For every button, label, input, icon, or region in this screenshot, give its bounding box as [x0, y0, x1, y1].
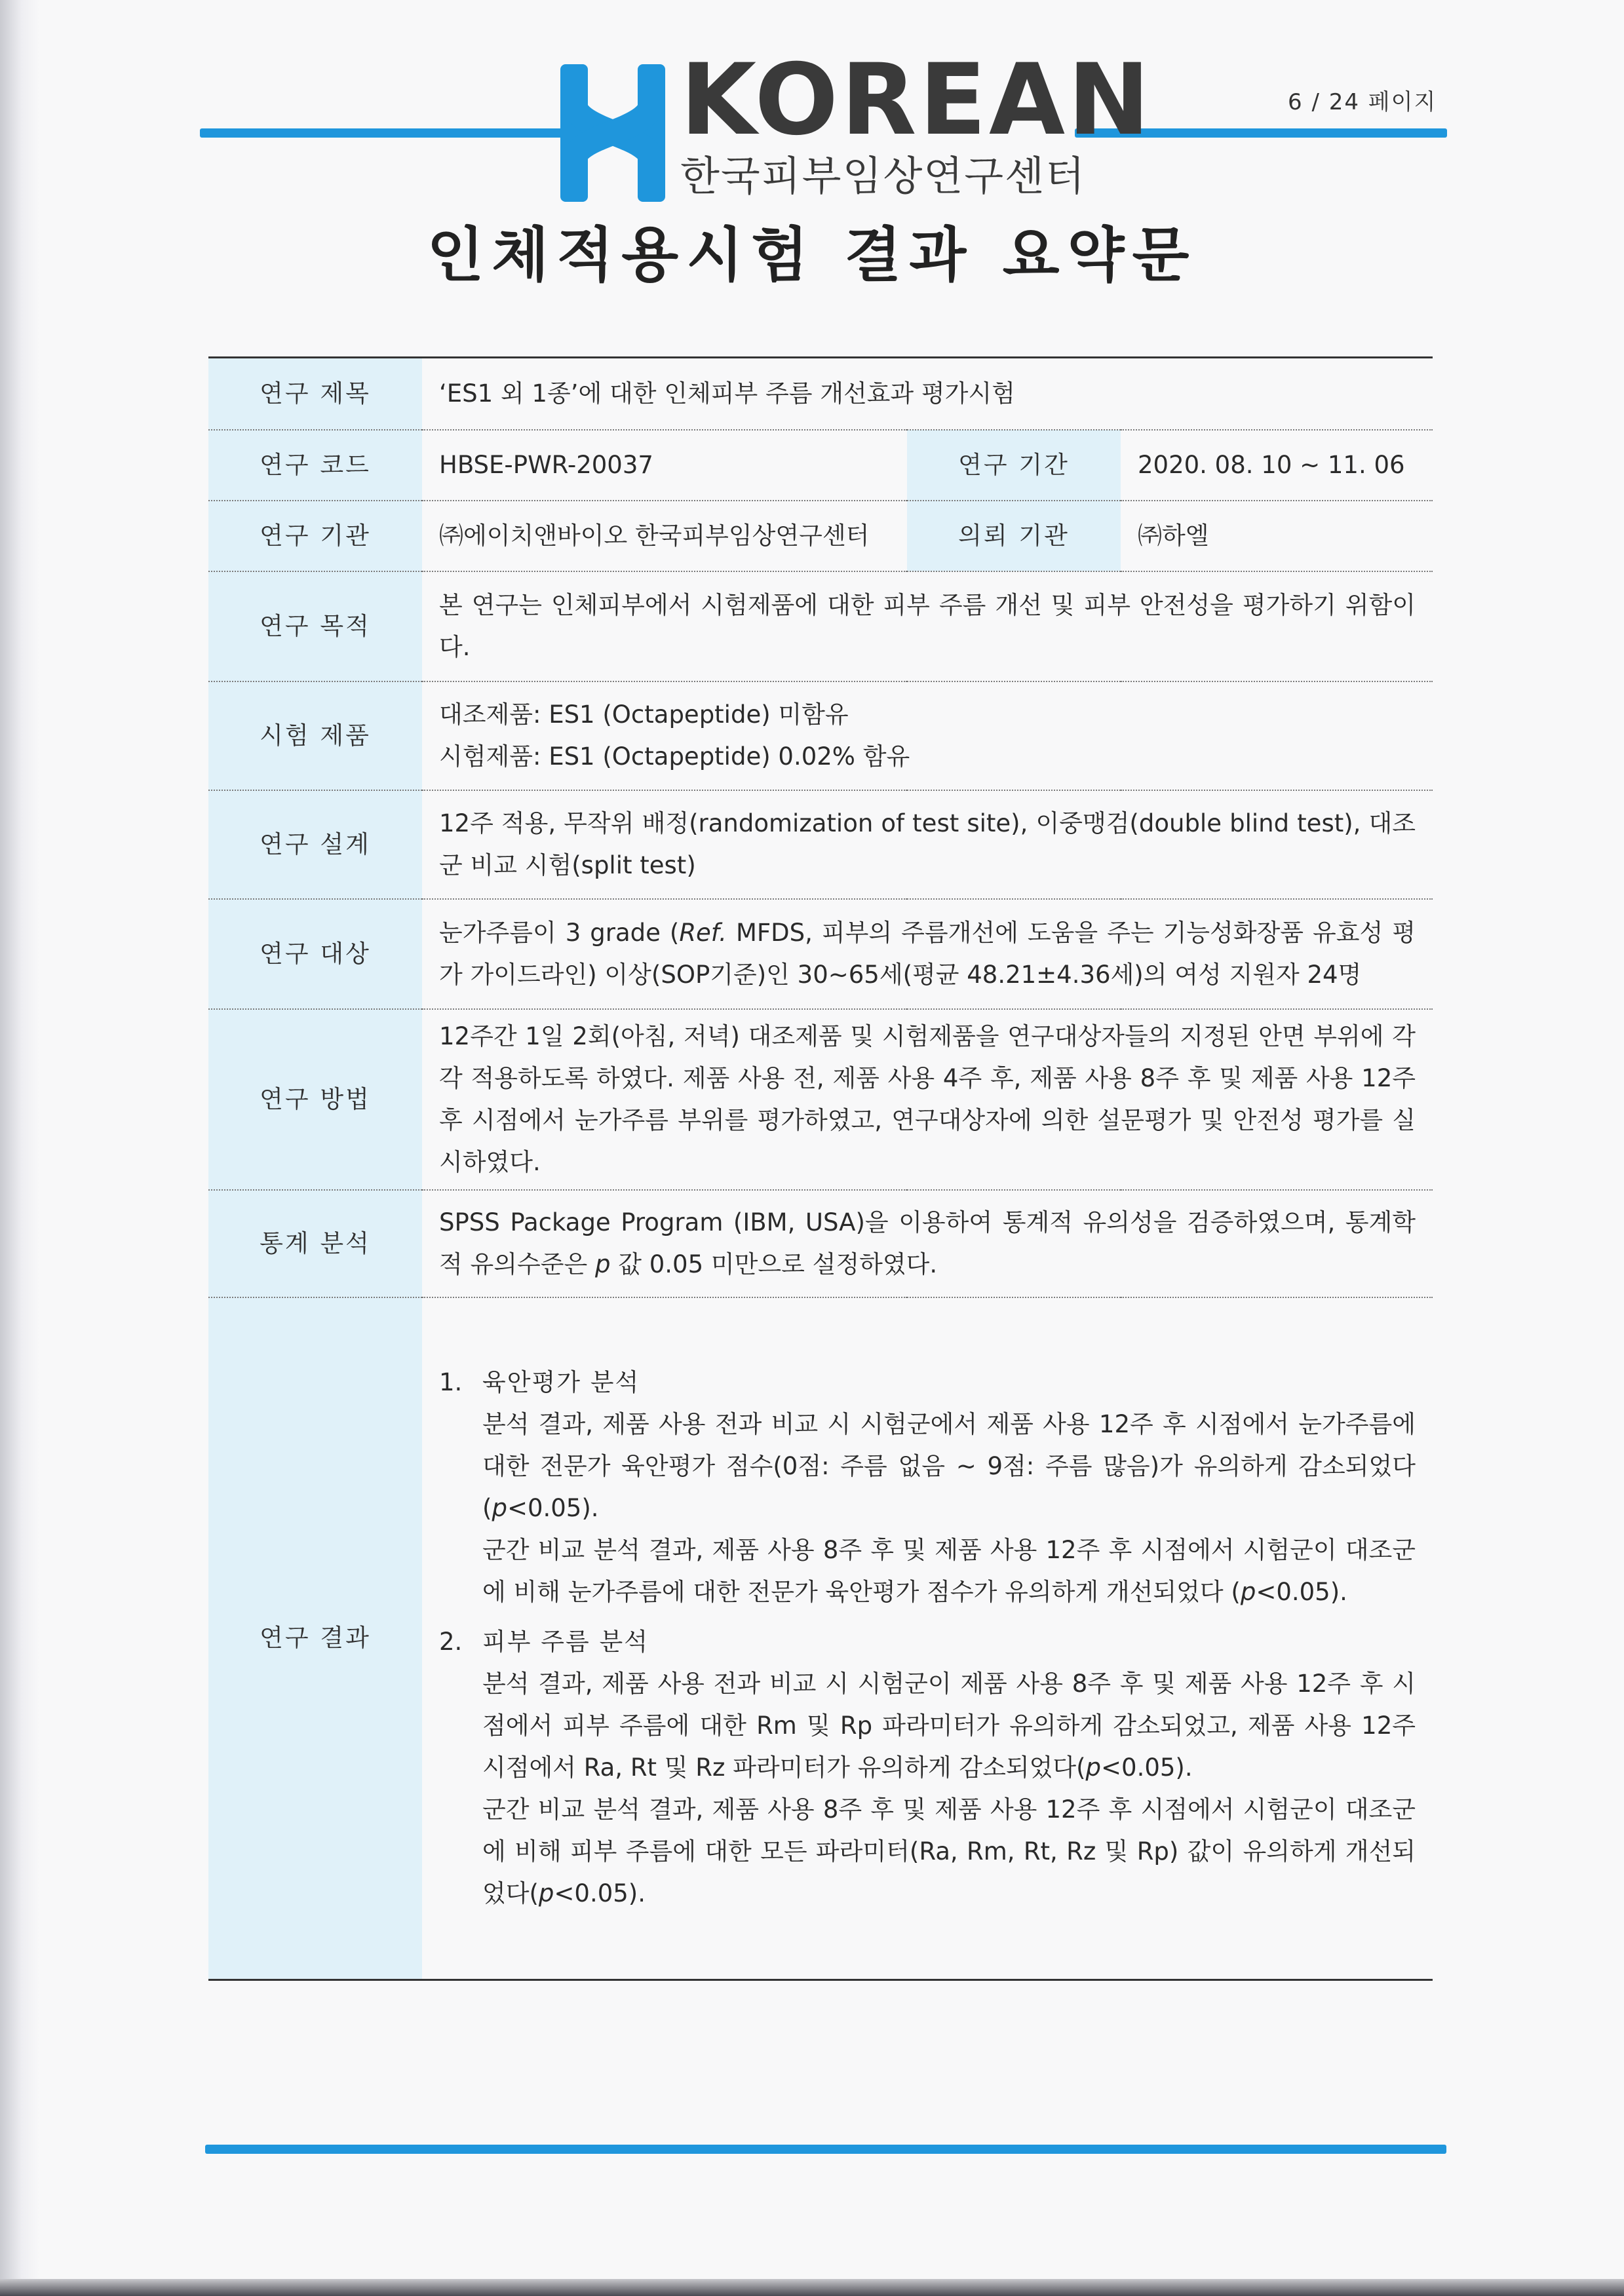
label-study-period: 연구 기간 — [907, 430, 1121, 501]
subjects-text-post: MFDS, 피부의 주름개선에 도움을 주는 기능성화장품 유효성 평가 가이드라인) 이상(SOP기준)인 30~65세(평균 48.21±4.36세)의 여성 지원자 24명 — [439, 918, 1416, 989]
label-method: 연구 방법 — [208, 1009, 422, 1190]
row-results — [208, 1297, 1433, 1980]
header-rule-left — [200, 128, 577, 138]
label-results: 연구 결과 — [208, 1297, 422, 1980]
label-institution: 연구 기관 — [208, 501, 422, 571]
row-study-title — [208, 358, 1433, 430]
scan-bottom-edge — [0, 2279, 1624, 2296]
page-number: 6 / 24 페이지 — [1288, 89, 1437, 115]
label-products: 시험 제품 — [208, 681, 422, 790]
result-1-heading: 육안평가 분석 — [482, 1368, 640, 1397]
value-products — [422, 681, 1433, 790]
subjects-text-pre: 눈가주름이 3 grade ( — [439, 918, 680, 947]
value-results — [422, 1297, 1433, 1980]
label-purpose: 연구 목적 — [208, 571, 422, 681]
row-products — [208, 681, 1433, 790]
row-method — [208, 1009, 1433, 1190]
row-purpose — [208, 571, 1433, 681]
value-client: ㈜하엘 — [1121, 501, 1433, 571]
label-subjects: 연구 대상 — [208, 899, 422, 1009]
result-1-number: 1. — [439, 1368, 463, 1397]
row-statistics — [208, 1190, 1433, 1297]
value-subjects — [422, 899, 1433, 1009]
row-subjects — [208, 899, 1433, 1009]
result-2-para-1: 분석 결과, 제품 사용 전과 비교 시 시험군이 제품 사용 8주 후 및 제품 사용 12주 후 시점에서 피부 주름에 대한 Rm 및 Rp 파라미터가 유의하게 감소되었고, 제품 사용 12주 시점에서 Ra, Rt 및 Rz 파라미터가 유의하게 감소되었다(p<0.05). — [482, 1670, 1416, 1782]
label-study-code: 연구 코드 — [208, 430, 422, 501]
footer-rule — [205, 2145, 1446, 2154]
statistics-p: p — [594, 1250, 611, 1278]
control-product: 대조제품: ES1 (Octapeptide) 미함유 — [439, 700, 849, 729]
label-client: 의뢰 기관 — [907, 501, 1121, 571]
result-2-heading: 피부 주름 분석 — [482, 1628, 649, 1656]
label-statistics: 통계 분석 — [208, 1190, 422, 1297]
row-design — [208, 790, 1433, 899]
label-design: 연구 설계 — [208, 790, 422, 899]
korean-logo-mark-icon — [560, 64, 665, 202]
value-study-period: 2020. 08. 10 ~ 11. 06 — [1121, 430, 1433, 501]
value-purpose: 본 연구는 인체피부에서 시험제품에 대한 피부 주름 개선 및 피부 안전성을 평가하기 위함이다. — [422, 571, 1433, 681]
result-1-para-2: 군간 비교 분석 결과, 제품 사용 8주 후 및 제품 사용 12주 후 시점에서 시험군이 대조군에 비해 눈가주름에 대한 전문가 육안평가 점수가 유의하게 개선되었다 (p<0.05). — [482, 1536, 1416, 1607]
result-item-2 — [439, 1621, 1416, 1915]
result-item-1 — [439, 1362, 1416, 1613]
statistics-text-pre: SPSS Package Program (IBM, USA)을 이용하여 통계적 유의성을 검증하였으며, 통계학적 유의수준은 — [439, 1208, 1416, 1278]
value-method: 12주간 1일 2회(아침, 저녁) 대조제품 및 시험제품을 연구대상자들의 지정된 안면 부위에 각각 적용하도록 하였다. 제품 사용 전, 제품 사용 4주 후, 제품 사용 8주 후 및 제품 사용 12주 후 시점에서 눈가주름 부위를 평가하였고, 연구대상자에 의한 설문평가 및 안전성 평가를 실시하였다. — [422, 1009, 1433, 1190]
value-study-code: HBSE-PWR-20037 — [422, 430, 907, 501]
scan-edge-shadow — [0, 0, 39, 2296]
result-2-para-2: 군간 비교 분석 결과, 제품 사용 8주 후 및 제품 사용 12주 후 시점에서 시험군이 대조군에 비해 피부 주름에 대한 모든 파라미터(Ra, Rm, Rt, Rz 및 Rp) 값이 유의하게 개선되었다(p<0.05). — [482, 1795, 1416, 1908]
logo-subtitle: 한국피부임상연구센터 — [680, 152, 1086, 200]
logo-wordmark: KOREAN — [680, 43, 1153, 157]
statistics-text-post: 값 0.05 미만으로 설정하였다. — [610, 1250, 938, 1278]
document-title: 인체적용시험 결과 요약문 — [427, 221, 1197, 290]
value-study-title: ‘ES1 외 1종’에 대한 인체피부 주름 개선효과 평가시험 — [439, 379, 1015, 408]
value-design: 12주 적용, 무작위 배정(randomization of test site), 이중맹검(double blind test), 대조군 비교 시험(split test) — [422, 790, 1433, 899]
label-study-title: 연구 제목 — [208, 358, 422, 430]
result-1-para-1: 분석 결과, 제품 사용 전과 비교 시 시험군에서 제품 사용 12주 후 시점에서 눈가주름에 대한 전문가 육안평가 점수(0점: 주름 없음 ~ 9점: 주름 많음)가 유의하게 감소되었다(p<0.05). — [482, 1410, 1416, 1523]
subjects-ref: Ref. — [679, 918, 727, 947]
value-statistics — [422, 1190, 1433, 1297]
row-study-code — [208, 430, 1433, 501]
test-product: 시험제품: ES1 (Octapeptide) 0.02% 함유 — [439, 742, 910, 771]
value-institution: ㈜에이치앤바이오 한국피부임상연구센터 — [422, 501, 907, 571]
row-institution — [208, 501, 1433, 571]
summary-table — [208, 356, 1433, 1981]
result-2-number: 2. — [439, 1628, 463, 1656]
